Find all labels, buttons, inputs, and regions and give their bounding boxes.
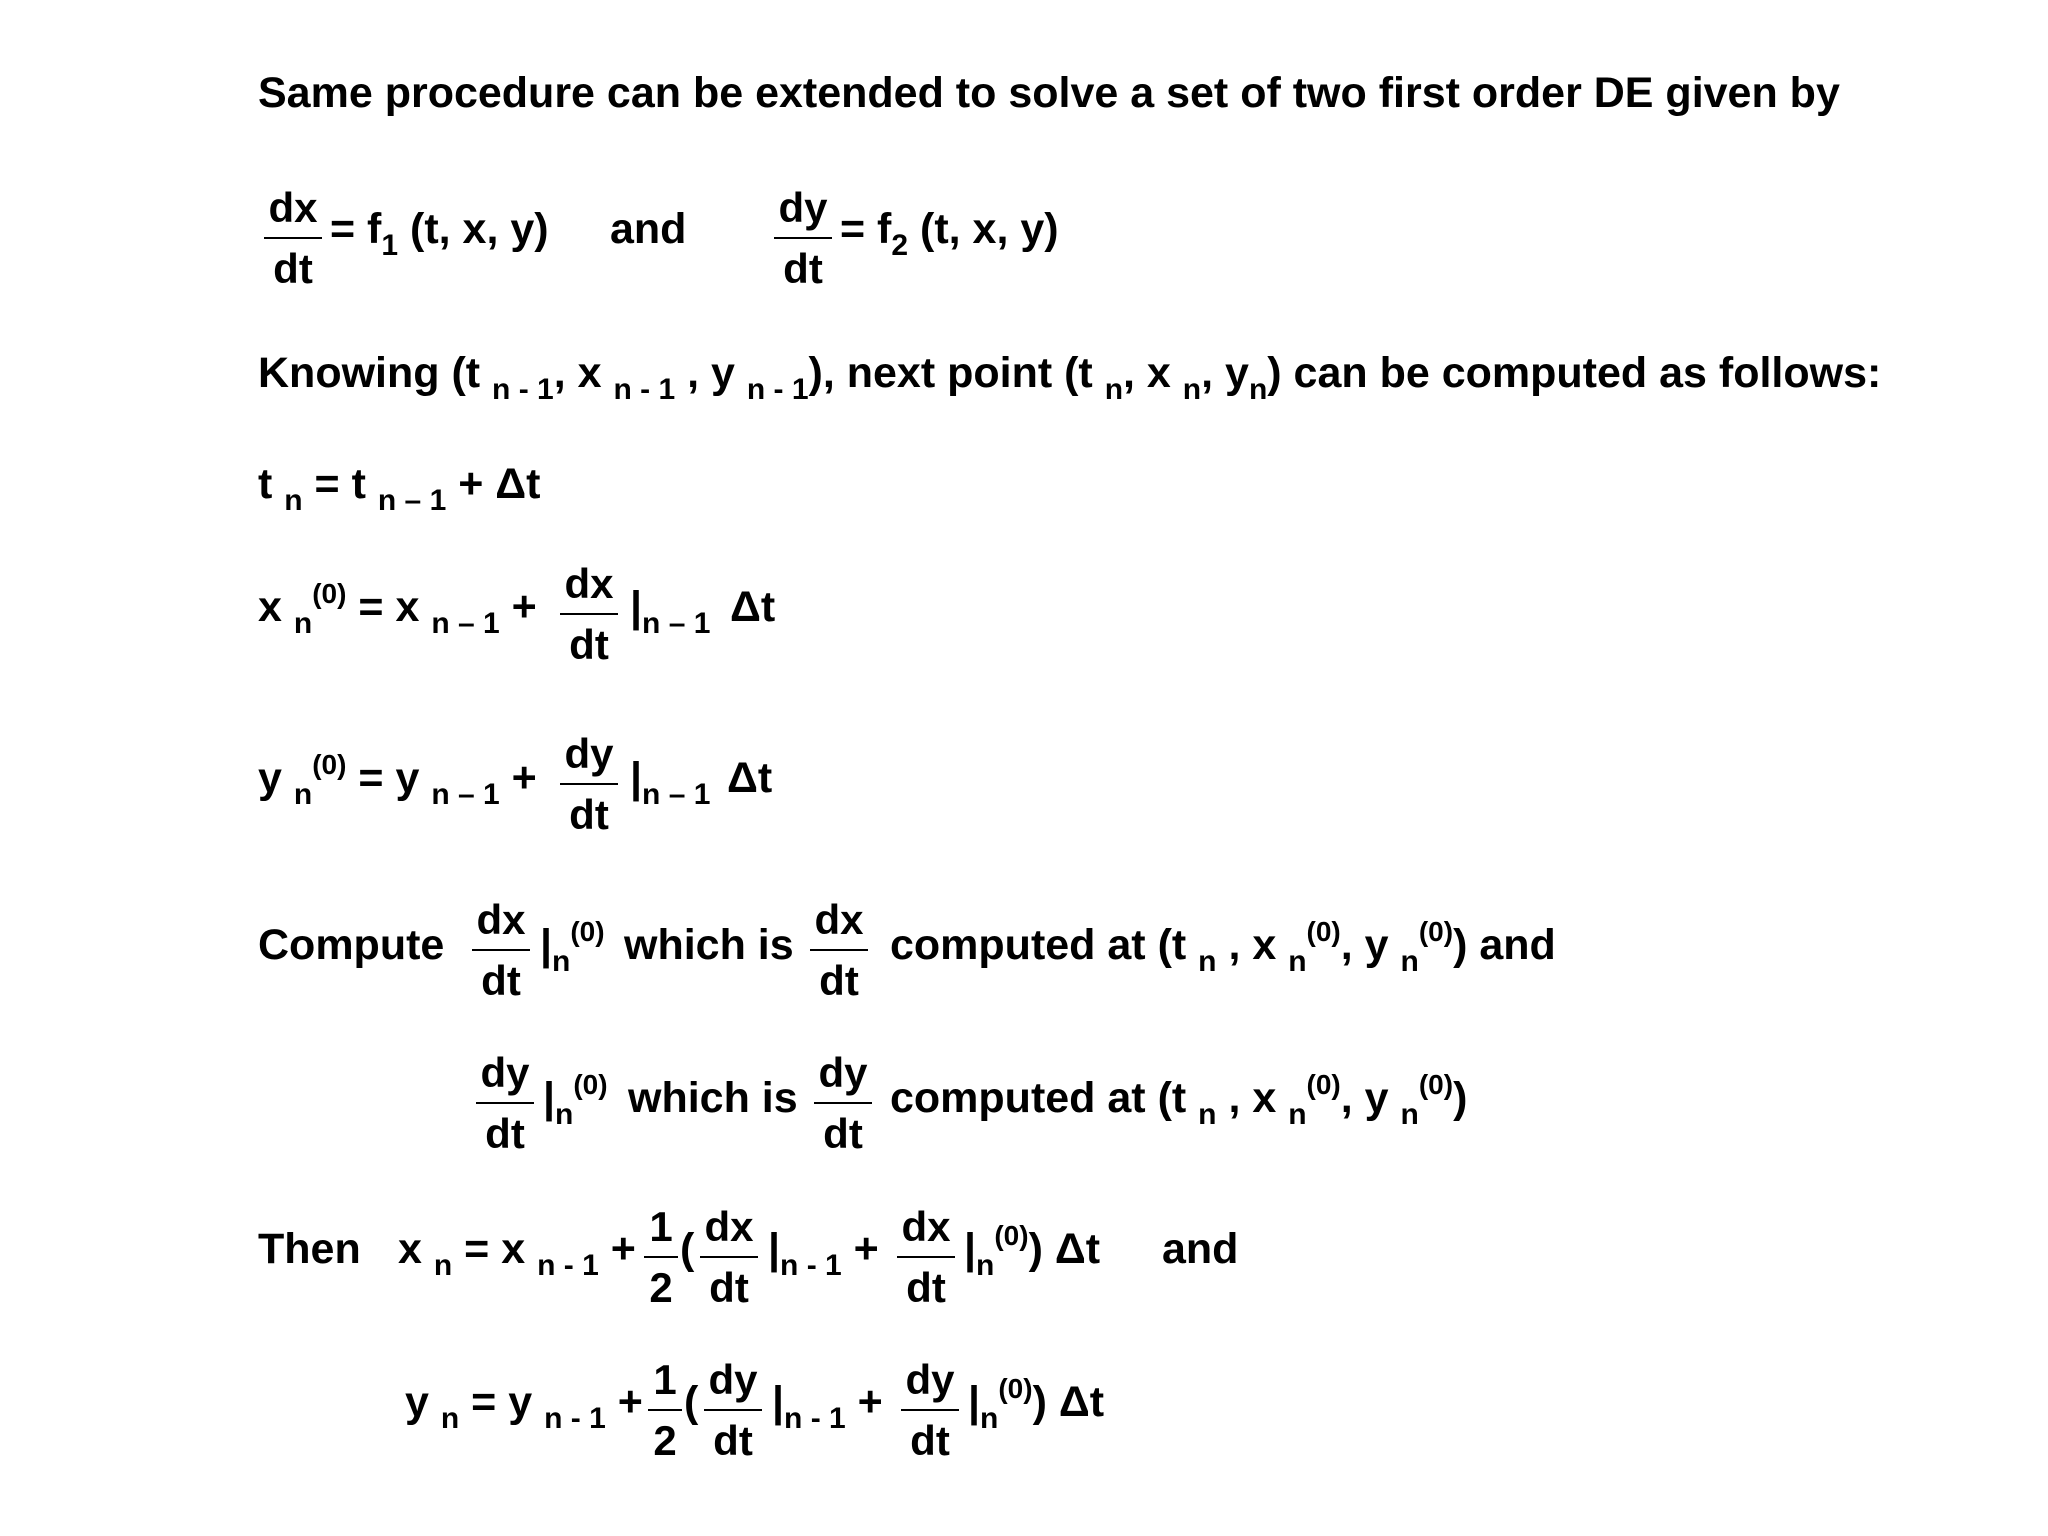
then-y-paren: ( — [684, 1378, 699, 1426]
compute-row1-fraction: dx dt — [472, 899, 530, 1002]
compute-row2-fraction: dy dt — [476, 1052, 534, 1155]
then-x-eval: $|_{n - 1}$ + — [768, 1225, 879, 1282]
then-y-lhs: y $_n$ = y $_{n - 1}$ + — [405, 1378, 643, 1435]
then-x-fraction: dx dt — [700, 1206, 758, 1309]
eq1-rhs: = $f_1$ (t, x, y) — [330, 205, 549, 262]
eq1-numerator: dx — [268, 184, 318, 231]
and-word: and — [610, 205, 687, 253]
then-x-half: 1 2 — [644, 1206, 678, 1309]
compute-row1-at: computed at (t $_n$ , x $_n^{(0)}$, y $_n^{(0)}$) and — [890, 916, 1556, 978]
xn0-lhs: x $_n^{(0)}$ = x $_{n - 1}$ + — [258, 578, 537, 640]
knowing-line: Knowing (t $_{n - 1}$, x $_{n - 1}$ , y $_{n - 1}$), next point (t $_n$, x $_n$, $y_n$) can be computed as follows: — [258, 349, 1882, 406]
fraction-bar — [264, 237, 322, 239]
then-y-fraction2: dy dt — [901, 1359, 959, 1462]
then-x-eval2: $|_n^{(0)}$) Δt — [964, 1220, 1101, 1282]
yn0-delta-t: Δt — [727, 754, 773, 802]
xn0-eval: $|_{n - 1}$ — [630, 583, 711, 640]
compute-row2-eval: $|_n^{(0)}$ — [543, 1069, 608, 1131]
then-x-paren: ( — [680, 1225, 695, 1273]
compute-row2-at: computed at (t $_n$ , x $_n^{(0)}$, y $_n^{(0)}$) — [890, 1069, 1468, 1131]
intro-text: Same procedure can be extended to solve a set of two first order DE given by — [258, 69, 1840, 117]
then-y-eval: $|_{n - 1}$ + — [772, 1378, 883, 1435]
compute-label: Compute — [258, 921, 445, 969]
compute-row1-fraction2: dx dt — [810, 899, 868, 1002]
fraction-bar — [774, 237, 832, 239]
then-y-fraction: dy dt — [704, 1359, 762, 1462]
yn0-fraction: dy dt — [560, 733, 618, 836]
then-x-lhs: x $_n$ = x $_{n - 1}$ + — [398, 1225, 636, 1282]
yn0-eval: $|_{n - 1}$ — [630, 754, 711, 811]
then-x-and: and — [1162, 1225, 1239, 1273]
then-x-fraction2: dx dt — [897, 1206, 955, 1309]
eq2-rhs: = $f_2$ (t, x, y) — [840, 205, 1059, 262]
yn0-lhs: y $_n^{(0)}$ = y $_{n - 1}$ + — [258, 749, 537, 811]
eq2-fraction — [774, 184, 832, 292]
eq1-denominator: dt — [273, 245, 313, 292]
compute-row2-which: which is — [628, 1074, 798, 1122]
xn0-delta-t: Δt — [730, 583, 776, 631]
eq2-denominator: dt — [783, 245, 823, 292]
then-y-eval2: $|_n^{(0)}$) Δt — [968, 1373, 1105, 1435]
tn-equation: t $_n$ = t $_{n - 1}$ + Δt — [258, 460, 541, 517]
eq1-fraction — [264, 184, 322, 292]
then-y-half: 1 2 — [648, 1359, 682, 1462]
compute-row1-which: which is — [624, 921, 794, 969]
then-label: Then — [258, 1225, 361, 1273]
compute-row1-eval: $|_n^{(0)}$ — [540, 916, 605, 978]
compute-row2-fraction2: dy dt — [814, 1052, 872, 1155]
eq2-numerator: dy — [778, 184, 828, 231]
xn0-fraction: dx dt — [560, 563, 618, 666]
